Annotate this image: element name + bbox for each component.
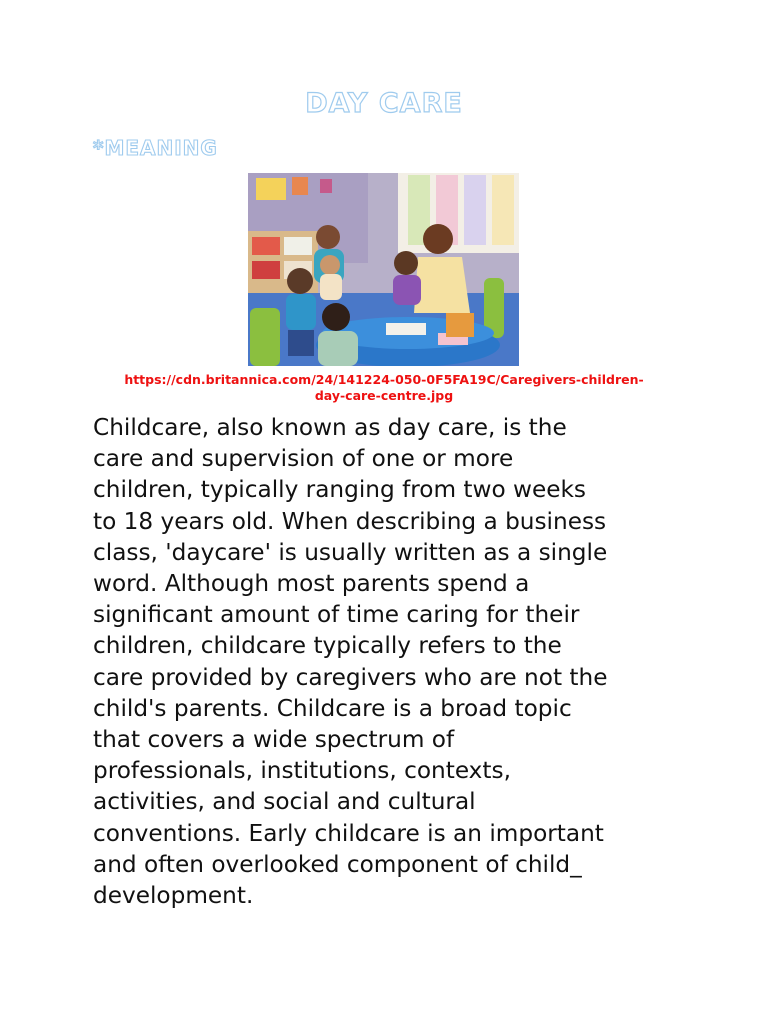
image-source-caption: https://cdn.britannica.com/24/141224-050-0F5FA19C/Caregivers-children-day-care-centre.jpg xyxy=(124,372,644,403)
body-line: word. Although most parents spend a xyxy=(93,570,530,598)
section-heading-meaning: *MEANING xyxy=(93,136,218,160)
body-line: that covers a wide spectrum of xyxy=(93,726,455,754)
body-line: professionals, institutions, contexts, xyxy=(93,757,511,785)
body-line: children, childcare typically refers to the xyxy=(93,632,562,660)
body-line: activities, and social and cultural xyxy=(93,788,476,816)
document-title: DAY CARE xyxy=(305,88,463,119)
body-line: significant amount of time caring for their xyxy=(93,601,580,629)
body-line: conventions. Early childcare is an important xyxy=(93,819,604,847)
body-line: children, typically ranging from two weeks xyxy=(93,476,587,504)
body-line: child's parents. Childcare is a broad topic xyxy=(93,694,572,722)
body-line: class, 'daycare' is usually written as a single xyxy=(93,538,608,566)
daycare-photo xyxy=(248,173,519,366)
body-line: Childcare, also known as day care, is the xyxy=(93,414,567,441)
body-line: care provided by caregivers who are not the xyxy=(93,663,608,691)
body-line: to 18 years old. When describing a business xyxy=(93,507,607,535)
body-line: development. xyxy=(93,882,254,910)
body-line: and often overlooked component of child_ xyxy=(93,850,582,878)
body-line: care and supervision of one or more xyxy=(93,445,514,473)
body-paragraph xyxy=(93,412,683,911)
